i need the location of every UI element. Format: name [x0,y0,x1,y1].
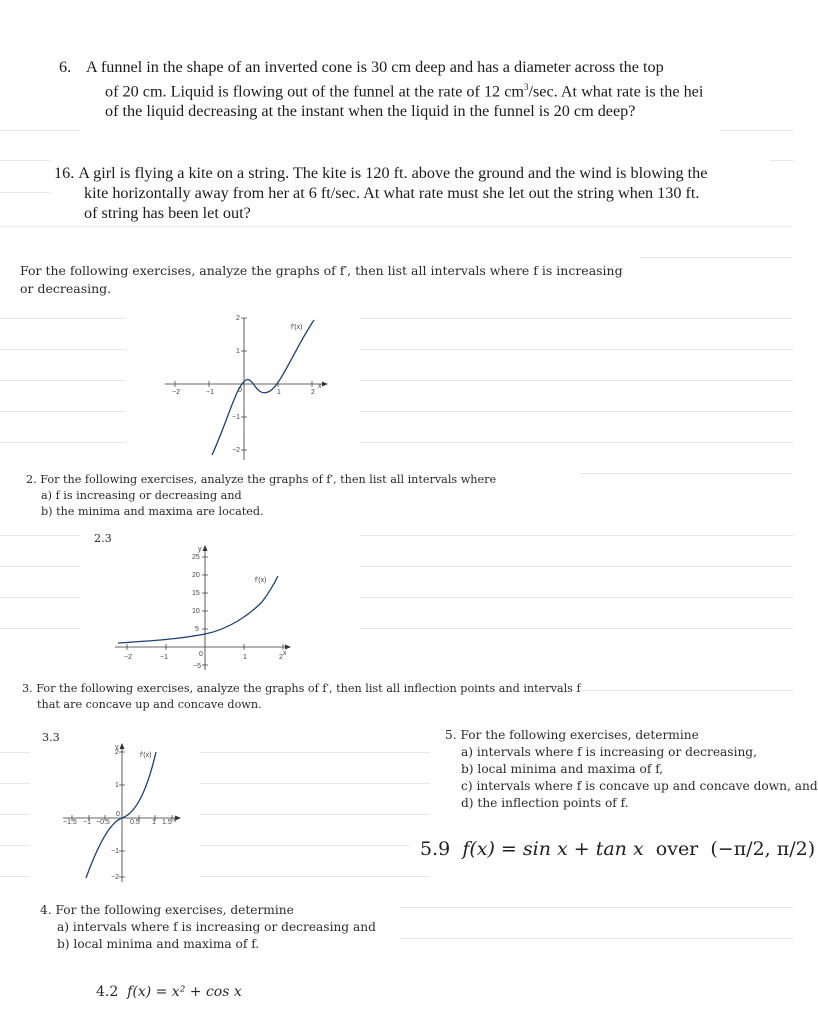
exercise-5-9-interval: (−π/2, π/2) [710,838,816,860]
graph-2-y-label: y [198,546,202,553]
graph-2-ytick: 25 [192,554,200,561]
graph-3-ytick: 2 [115,749,119,756]
graph-1-origin: 0 [238,387,242,394]
problem-6-line-3: of the liquid decreasing at the instant when the liquid in the funnel is 20 cm deep? [105,102,636,121]
exercise-1-instructions [20,262,640,298]
graph-1-ytick: −1 [232,414,240,421]
graph-1-ytick: −2 [232,447,240,454]
graph-3-ytick: 1 [115,782,119,789]
graph-2-xtick: −1 [160,654,168,661]
graph-2-ytick: 10 [192,608,200,615]
graph-3-xtick: 0.5 [130,819,140,826]
problem-16-line-2: kite horizontally away from her at 6 ft/sec. At what rate must she let out the string when 130 ft. [84,184,700,202]
graph-2-xtick: −2 [124,654,132,661]
exercise-4-line-2: a) intervals where f is increasing or decreasing and [57,920,376,934]
problem-6-line-2b: /sec. At what rate is the hei [528,82,704,101]
exercise-5-line-5: d) the inflection points of f. [461,796,629,810]
graph-1-xtick: −1 [206,389,214,396]
exercise-5-line-4: c) intervals where f is concave up and concave down, and [461,779,818,793]
exercise-5-instructions [445,727,818,812]
exercise-3-instructions [22,681,582,713]
graph-2-y-arrow [203,545,208,551]
graph-2-xtick: 2 [279,654,283,661]
graph-2-ytick: −5 [193,663,201,670]
exercise-2-line-1: 2. For the following exercises, analyze the graphs of f′, then list all intervals where [26,473,497,486]
graph-3-origin: 0 [116,811,120,818]
exercise-5-9-number: 5.9 [420,838,451,860]
graph-3-ytick: −2 [111,874,119,881]
problem-16 [54,163,764,223]
graph-2-ytick: 5 [195,626,199,633]
graph-3-xtick: −1 [83,819,91,826]
graph-1-x-arrow [322,382,328,387]
exercise-5-line-1: 5. For the following exercises, determine [445,728,699,742]
graph-3-curve-label: f′(x) [140,752,152,759]
exercise-4-2-formula: f(x) = x² + cos x [127,984,242,1000]
exercise-3-line-2: that are concave up and concave down. [37,698,262,711]
graph-1-curve [212,320,314,455]
problem-6: 6. A funnel in the shape of an inverted cone is 30 cm deep and has a diameter across the top of 20 cm. Liquid is flowing out of the funnel at the rate of 12 $cm^3/\sec$. At what rate is the hei of the liquid decreasing at the instant when the liquid in the funnel is 20 cm deep? [82,57,742,121]
problem-16-number: 16. [54,164,75,182]
graph-3-x-label: x [173,817,177,824]
problem-6-superscript: 3 [523,82,529,92]
graph-2-curve-label: f′(x) [255,577,267,584]
graph-2-ytick: 15 [192,590,200,597]
exercise-5-9-problem [420,838,815,860]
exercise-5-line-3: b) local minima and maxima of f, [461,762,664,776]
problem-16-line-3: of string has been let out? [84,204,251,222]
exercise-5-9-formula: f(x) = sin x + tan x [462,838,644,860]
graph-3-curve [86,752,156,878]
graph-3-xtick: −1.5 [63,819,77,826]
problem-16-line-1: A girl is flying a kite on a string. The kite is 120 ft. above the ground and the wind is blowing the [78,164,708,182]
exercise-2-line-2: a) f is increasing or decreasing and [41,489,242,502]
exercise-1-line-1: For the following exercises, analyze the graphs of f′, then list all intervals where f is increasing [20,263,623,278]
exercise-2-line-3: b) the minima and maxima are located. [41,505,264,518]
exercise-4-instructions [40,902,420,953]
graph-3-y-arrow [120,743,125,749]
graph-1-curve-label: f′(x) [291,324,303,331]
graph-2-origin: 0 [199,651,203,658]
graph-3-xtick: 1.5 [162,819,172,826]
graph-1-xtick: 2 [311,389,315,396]
graph-2 [110,542,300,674]
problem-6-line-1: A funnel in the shape of an inverted cone is 30 cm deep and has a diameter across the top [86,58,664,76]
exercise-2-label: 2.3 [94,532,112,545]
problem-6-line-2a: of 20 cm. Liquid is flowing out of the funnel at the rate of 12 cm [105,82,524,101]
graph-1-ytick: 2 [236,315,240,322]
graph-2-xtick: 1 [243,654,247,661]
exercise-4-line-1: 4. For the following exercises, determine [40,903,294,917]
exercise-5-9-over: over [655,838,699,860]
graph-2-x-label: x [283,650,287,657]
graph-1-ytick: 1 [236,348,240,355]
exercise-4-2-number: 4.2 [96,984,119,1000]
graph-1-x-label: x [318,383,322,390]
graph-1-xtick: 1 [277,389,281,396]
exercise-4-line-3: b) local minima and maxima of f. [57,937,260,951]
exercise-5-line-2: a) intervals where f is increasing or decreasing, [461,745,757,759]
graph-2-ytick: 20 [192,572,200,579]
graph-3-xtick: 1 [152,819,156,826]
exercise-1-line-2: or decreasing. [20,281,112,296]
exercise-3-line-1: 3. For the following exercises, analyze the graphs of f′, then list all inflection points and intervals f [22,682,581,695]
graph-1 [160,308,335,468]
graph-1-xtick: −2 [172,389,180,396]
exercise-3-label: 3.3 [42,731,60,744]
exercise-2-instructions [26,472,586,520]
graph-3-y-label: y [115,744,119,751]
exercise-4-2-problem [96,984,242,1000]
graph-2-x-arrow [285,645,291,650]
graph-3 [58,740,188,885]
graph-3-xtick: −0.5 [96,819,110,826]
graph-3-ytick: −1 [111,848,119,855]
